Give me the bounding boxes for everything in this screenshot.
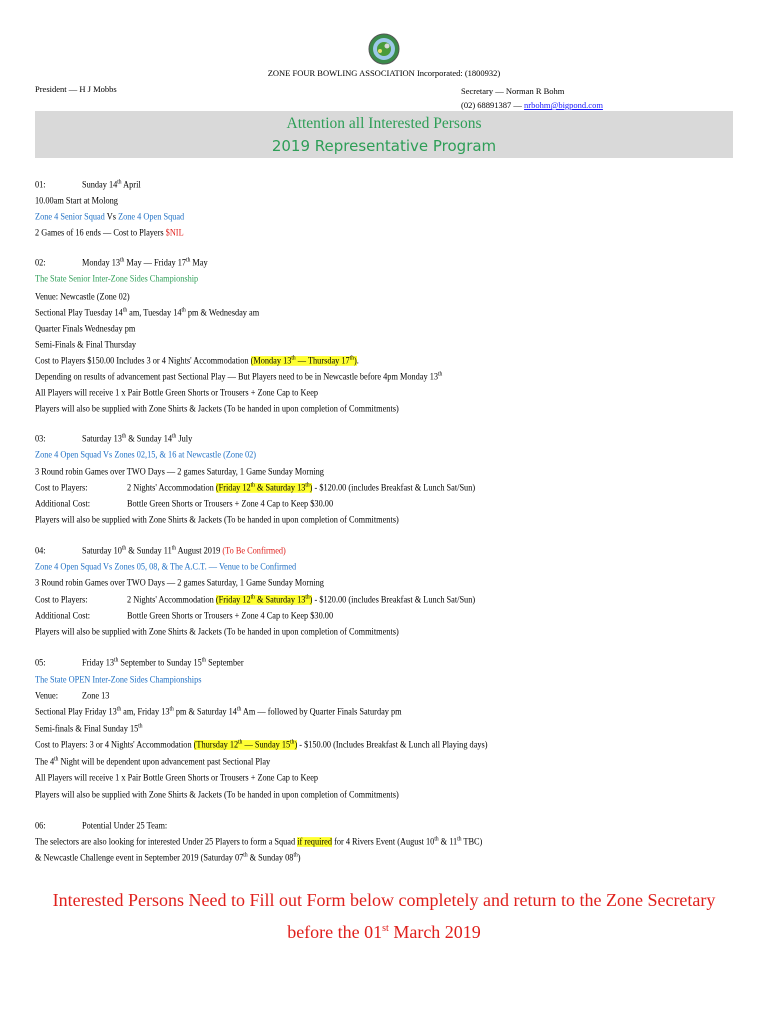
item-02-venue: Venue: Newcastle (Zone 02)	[35, 292, 130, 302]
item-06-selectors: The selectors are also looking for interested Under 25 Players to form a Squad if required for 4 Rivers Event (August 10th & 11th TBC)	[35, 836, 483, 847]
item-01-start: 10.00am Start at Molong	[35, 196, 118, 206]
item-02-receive: All Players will receive 1 x Pair Bottle Green Shorts or Trousers + Zone Cap to Keep	[35, 388, 319, 398]
secretary-name: Secretary — Norman R Bohm	[461, 86, 565, 96]
item-03-heading: 03: Saturday 13th & Sunday 14th July	[35, 433, 193, 444]
item-05-night: The 4th Night will be dependent upon advancement past Sectional Play	[35, 756, 271, 767]
banner-title: Attention all Interested Persons	[286, 115, 482, 132]
item-04-additional: Additional Cost: Bottle Green Shorts or Trousers + Zone 4 Cap to Keep $30.00	[35, 611, 334, 621]
item-03-supplied: Players will also be supplied with Zone Shirts & Jackets (To be handed in upon completion of Commitments)	[35, 515, 399, 525]
item-04-event: Zone 4 Open Squad Vs Zones 05, 08, & The A.C.T. — Venue to be Confirmed	[35, 562, 297, 572]
item-02-event: The State Senior Inter-Zone Sides Championship	[35, 274, 199, 284]
association-logo-icon	[368, 33, 400, 65]
item-05-sectional: Sectional Play Friday 13th am, Friday 13th pm & Saturday 14th Am — followed by Quarter Finals Saturday pm	[35, 706, 402, 717]
item-03-event: Zone 4 Open Squad Vs Zones 02,15, & 16 at Newcastle (Zone 02)	[35, 450, 257, 460]
item-02-cost: Cost to Players $150.00 Includes 3 or 4 Nights' Accommodation (Monday 13th — Thursday 17th).	[35, 355, 359, 366]
item-02-sectional: Sectional Play Tuesday 14th am, Tuesday 14th pm & Wednesday am	[35, 307, 260, 318]
banner-subtitle: 2019 Representative Program	[271, 137, 497, 155]
program-banner	[35, 111, 733, 158]
item-03-cost: Cost to Players: 2 Nights' Accommodation (Friday 12th & Saturday 13th) - $120.00 (includes Breakfast & Lunch Sat/Sun)	[35, 482, 476, 493]
item-05-heading: 05: Friday 13th September to Sunday 15th September	[35, 657, 244, 668]
item-03-additional: Additional Cost: Bottle Green Shorts or Trousers + Zone 4 Cap to Keep $30.00	[35, 499, 334, 509]
item-05-venue: Venue: Zone 13	[35, 691, 110, 701]
item-04-heading: 04: Saturday 10th & Sunday 11th August 2019 (To Be Confirmed)	[35, 545, 286, 556]
item-02-heading: 02: Monday 13th May — Friday 17th May	[35, 257, 208, 268]
item-04-cost: Cost to Players: 2 Nights' Accommodation (Friday 12th & Saturday 13th) - $120.00 (includes Breakfast & Lunch Sat/Sun)	[35, 594, 476, 605]
item-05-cost: Cost to Players: 3 or 4 Nights' Accommodation (Thursday 12th — Sunday 15th) - $150.00 (Includes Breakfast & Lunch all Playing days)	[35, 739, 488, 750]
president-name: President — H J Mobbs	[35, 84, 117, 94]
item-05-receive: All Players will receive 1 x Pair Bottle Green Shorts or Trousers + Zone Cap to Keep	[35, 773, 319, 783]
item-02-quarter: Quarter Finals Wednesday pm	[35, 324, 136, 334]
item-05-supplied: Players will also be supplied with Zone Shirts & Jackets (To be handed in upon completion of Commitments)	[35, 790, 399, 800]
secretary-phone: (02) 68891387 —	[461, 100, 525, 110]
secretary-email-link[interactable]: nrbohm@bigpond.com	[524, 100, 603, 110]
item-02-depend: Depending on results of advancement past Sectional Play — But Players need to be in Newcastle before 4pm Monday 13th	[35, 371, 443, 382]
item-01-heading: 01: Sunday 14th April	[35, 179, 141, 190]
item-06-heading: 06: Potential Under 25 Team:	[35, 821, 168, 831]
notice-line-2: before the 01st March 2019	[287, 922, 481, 942]
item-02-semi: Semi-Finals & Final Thursday	[35, 340, 137, 350]
item-06-newcastle: & Newcastle Challenge event in September 2019 (Saturday 07th & Sunday 08th)	[35, 852, 301, 863]
item-03-games: 3 Round robin Games over TWO Days — 2 games Saturday, 1 Game Sunday Morning	[35, 467, 324, 477]
item-01-match: Zone 4 Senior Squad Vs Zone 4 Open Squad	[35, 212, 185, 222]
secretary-block	[461, 84, 603, 112]
item-02-supplied: Players will also be supplied with Zone Shirts & Jackets (To be handed in upon completion of Commitments)	[35, 404, 399, 414]
item-01-games: 2 Games of 16 ends — Cost to Players $NIL	[35, 228, 184, 238]
item-05-semi: Semi-finals & Final Sunday 15th	[35, 723, 143, 734]
secretary-contact	[461, 98, 603, 112]
association-name: ZONE FOUR BOWLING ASSOCIATION Incorporated: (1800932)	[267, 68, 501, 78]
notice-line-1: Interested Persons Need to Fill out Form below completely and return to the Zone Secretary	[52, 890, 716, 910]
item-04-supplied: Players will also be supplied with Zone Shirts & Jackets (To be handed in upon completion of Commitments)	[35, 627, 399, 637]
item-05-event: The State OPEN Inter-Zone Sides Championships	[35, 675, 202, 685]
item-04-games: 3 Round robin Games over TWO Days — 2 games Saturday, 1 Game Sunday Morning	[35, 578, 324, 588]
